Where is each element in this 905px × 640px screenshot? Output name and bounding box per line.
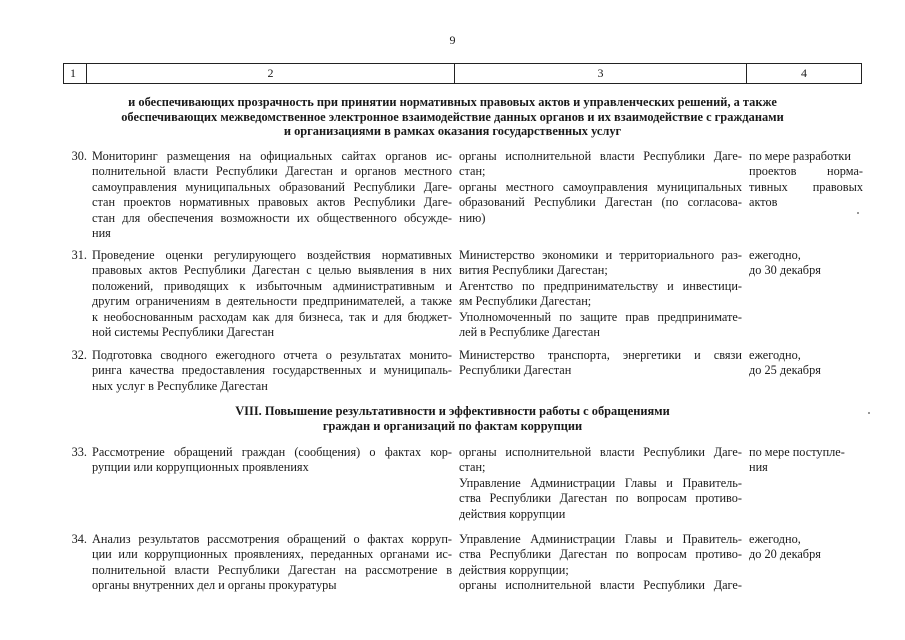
column-number-2: 2 (87, 64, 455, 83)
task-line: органы внутренних дел и органы прокуратуры (92, 578, 337, 593)
scan-speck (857, 212, 859, 214)
responsible-parties-cell (459, 248, 742, 340)
responsible-line: ям Республики Дагестан; (459, 294, 592, 309)
deadline-line: ежегодно, (749, 348, 801, 362)
row-number: 31. (71, 248, 87, 262)
task-line: правовых актов Республики Дагестан с целью выявления в них (92, 263, 452, 278)
deadline-line: актов (749, 195, 778, 210)
task-line: другим ограничениям в деятельности предпринимателей, а также (92, 294, 452, 309)
task-line: полнительной власти Республики Дагестан и органов местного (92, 164, 452, 179)
deadline-line: ежегодно, (749, 248, 801, 262)
section-heading-continued (0, 95, 905, 139)
task-line: стан для обеспечения возможности их общественного обсужде- (92, 210, 452, 225)
deadline-cell (749, 248, 863, 279)
task-line: полнительной власти Республики Дагестан на рассмотрение в (92, 562, 452, 577)
task-line: Анализ результатов рассмотрения обращений о фактах корруп- (92, 532, 452, 546)
column-number-3: 3 (455, 64, 747, 83)
responsible-parties-cell (459, 532, 742, 594)
deadline-cell (749, 149, 863, 211)
column-number-4: 4 (801, 66, 807, 80)
responsible-line: вития Республики Дагестан; (459, 263, 608, 278)
task-line: самоуправления муниципальных образований Республики Даге- (92, 179, 452, 194)
task-line: ции или коррупционных проявлениях, переданных органами ис- (92, 547, 452, 562)
responsible-line: ства Республики Дагестан по вопросам противо- (459, 547, 742, 562)
deadline-line: тивных правовых (749, 179, 863, 194)
heading-line: и обеспечивающих прозрачность при принятии нормативных правовых актов и управленческих решений, а также (128, 95, 777, 109)
task-description-cell (92, 445, 452, 476)
task-description-cell (92, 248, 452, 340)
section-heading-viii (0, 404, 905, 433)
responsible-parties-cell (459, 348, 742, 379)
responsible-parties-cell (459, 445, 742, 522)
scan-speck (868, 412, 870, 414)
page-number: 9 (449, 33, 456, 47)
task-line: Рассмотрение обращений граждан (сообщения) о фактах кор- (92, 445, 452, 459)
task-description-cell (92, 532, 452, 594)
responsible-line: образований Республики Дагестан (по согласова- (459, 195, 742, 210)
responsible-line: органы местного самоуправления муниципальных (459, 179, 742, 194)
deadline-line: по мере разработки (749, 149, 851, 163)
row-number: 32. (71, 348, 87, 362)
responsible-line: стан; (459, 460, 486, 475)
task-line: Мониторинг размещения на официальных сайтах органов ис- (92, 149, 452, 163)
responsible-line: действия коррупции (459, 506, 566, 521)
responsible-parties-cell (459, 149, 742, 226)
task-line: ных услуг в Республике Дагестан (92, 378, 268, 393)
row-number: 33. (71, 445, 87, 459)
task-line: положений, приводящих к избыточным административным и (92, 278, 452, 293)
deadline-cell (749, 532, 863, 563)
responsible-line: Уполномоченный по защите прав предпринимате- (459, 309, 742, 324)
responsible-line: нию) (459, 210, 486, 225)
heading-line: и организациями в рамках оказания государственных услуг (283, 124, 622, 138)
deadline-line: до 30 декабря (749, 263, 821, 278)
table-column-header (63, 63, 862, 84)
responsible-line: ства Республики Дагестан по вопросам противо- (459, 491, 742, 506)
responsible-line: стан; (459, 164, 486, 179)
responsible-line: Агентство по предпринимательству и инвестици- (459, 278, 742, 293)
task-line: Проведение оценки регулирующего воздействия нормативных (92, 248, 452, 262)
task-line: стан проектов нормативных правовых актов Республики Даге- (92, 195, 452, 210)
task-line: ной системы Республики Дагестан (92, 325, 275, 340)
task-description-cell (92, 149, 452, 241)
heading-line: обеспечивающих межведомственное электронное взаимодействие данных органов и их взаимодействие с гражданами (121, 109, 784, 124)
responsible-line: Управление Администрации Главы и Правитель- (459, 532, 742, 546)
deadline-line: проектов норма- (749, 164, 863, 179)
deadline-cell (749, 348, 863, 379)
responsible-line: лей в Республике Дагестан (459, 325, 600, 340)
task-description-cell (92, 348, 452, 394)
responsible-line: органы исполнительной власти Республики Даге- (459, 149, 742, 163)
responsible-line: Министерство транспорта, энергетики и связи (459, 348, 742, 362)
row-number: 30. (71, 149, 87, 163)
deadline-line: ежегодно, (749, 532, 801, 546)
column-number-1: 1 (64, 64, 87, 83)
responsible-line: органы исполнительной власти Республики Даге- (459, 445, 742, 459)
responsible-line: Министерство экономики и территориального раз- (459, 248, 742, 262)
responsible-line: органы исполнительной власти Республики Даге- (459, 578, 742, 593)
row-number: 34. (71, 532, 87, 546)
task-line: рупции или коррупционных проявлениях (92, 460, 309, 475)
deadline-line: ния (749, 460, 768, 475)
task-line: к необоснованным расходам как для бизнеса, так и для бюджет- (92, 309, 452, 324)
deadline-line: до 20 декабря (749, 547, 821, 562)
deadline-line: по мере поступле- (749, 445, 845, 459)
deadline-line: до 25 декабря (749, 363, 821, 378)
heading-line: VIII. Повышение результативности и эффективности работы с обращениями (235, 404, 670, 418)
deadline-cell (749, 445, 863, 476)
heading-line: граждан и организаций по фактам коррупции (322, 418, 583, 433)
task-line: ринга качества предоставления государственных и муниципаль- (92, 363, 452, 378)
task-line: ния (92, 226, 111, 241)
responsible-line: действия коррупции; (459, 562, 569, 577)
responsible-line: Управление Администрации Главы и Правитель- (459, 475, 742, 490)
responsible-line: Республики Дагестан (459, 363, 572, 378)
task-line: Подготовка сводного ежегодного отчета о результатах монито- (92, 348, 452, 362)
